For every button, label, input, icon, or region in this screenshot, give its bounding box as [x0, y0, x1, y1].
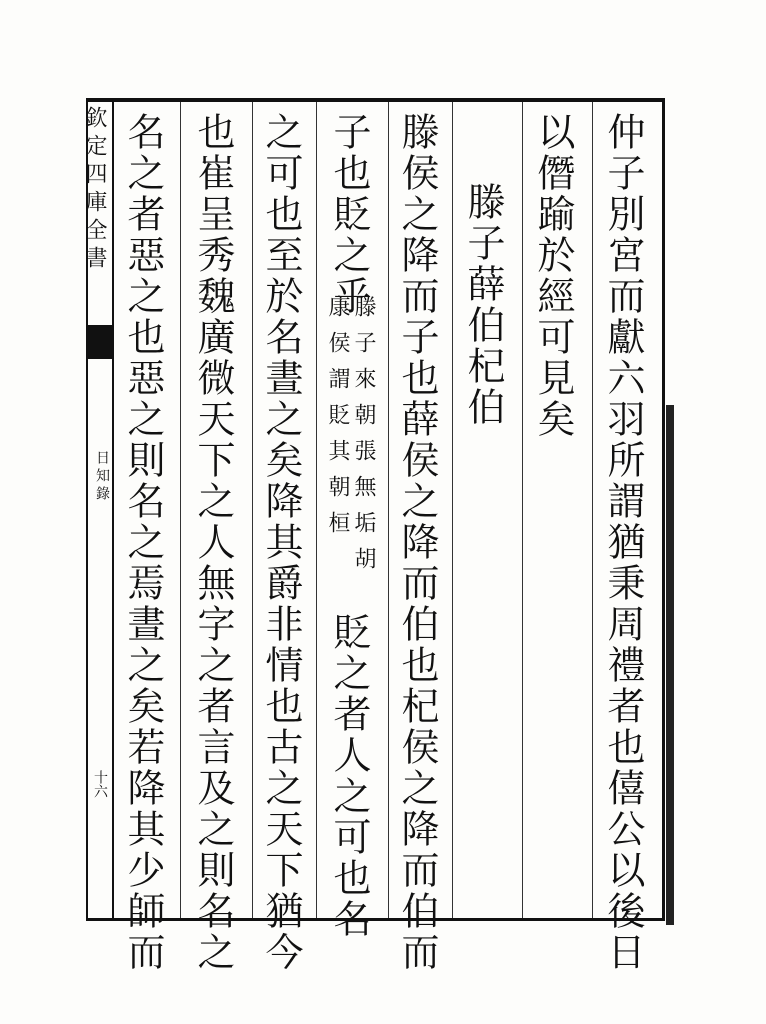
column-rule [592, 102, 593, 918]
heading-column: 滕子薛伯杞伯 [461, 182, 505, 428]
page-edge-shadow [666, 405, 674, 925]
column-rule [452, 102, 453, 918]
text-column-8: 名之者惡之也惡之則名之焉晝之矣若降其少師而 [121, 112, 165, 973]
annotation-line-b: 康侯謂貶其朝桓 [325, 295, 350, 547]
margin-gutter-line [112, 98, 114, 921]
column-rule [180, 102, 181, 918]
series-title: 欽定四庫全書 [82, 106, 107, 274]
text-column-5-main: 子也貶之乎 [327, 112, 371, 317]
fishtail-mark [88, 325, 112, 359]
column-rule [522, 102, 523, 918]
annotation-line-a: 滕子來朝張無垢胡 [351, 295, 376, 583]
column-rule [316, 102, 317, 918]
frame-top-border [86, 98, 662, 102]
text-column-7: 也崔呈秀魏廣微天下之人無字之者言及之則名之 [191, 112, 235, 973]
book-title: 日知錄 [94, 450, 110, 504]
text-column-6: 之可也至於名晝之矣降其爵非情也古之天下猶今 [259, 112, 303, 973]
text-column-5-tail: 貶之者人之可也名 [327, 612, 371, 940]
column-rule [252, 102, 253, 918]
frame-bottom-border [86, 918, 662, 921]
frame-right-border [662, 98, 665, 921]
column-rule [388, 102, 389, 918]
text-column-4: 滕侯之降而子也薛侯之降而伯也杞侯之降而伯而 [395, 112, 439, 973]
text-column-2: 以僭踰於經可見矣 [531, 112, 575, 440]
page-number: 十六 [92, 770, 108, 798]
text-column-1: 仲子別宮而獻六羽所謂猶秉周禮者也僖公以後日 [601, 112, 645, 973]
